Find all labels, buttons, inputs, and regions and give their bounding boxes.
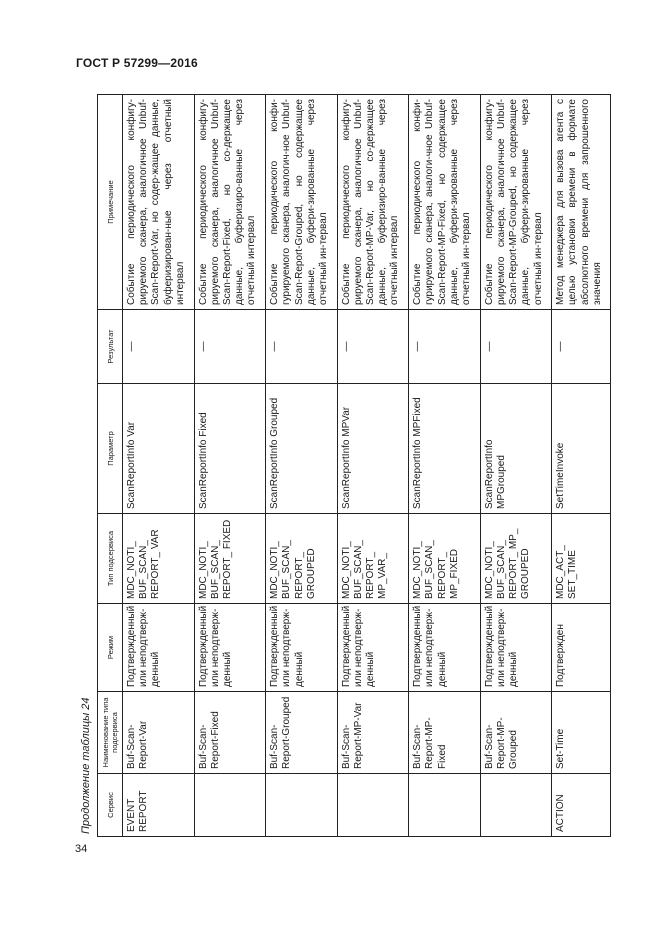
cell-note: Событие периодического конфигу-рируемого сканера, аналогичное Unbuf-Scan-Report-MP-Var, но со-держащее данные, буферизиро-ванные через отчетный интервал [337, 95, 409, 310]
cell-mode: Подтвержден [552, 604, 611, 692]
cell-mode: Подтвержденный или неподтверж-денный [194, 604, 266, 692]
col-header-name: Наименование типа подсервиса [98, 692, 123, 774]
cell-mode: Подтвержденный или неподтверж-денный [480, 604, 552, 692]
standard-designation: ГОСТ Р 57299—2016 [76, 56, 198, 70]
cell-service [337, 774, 409, 837]
cell-type: MDC_NOTI_ BUF_SCAN_ REPORT_ MP_FIXED [409, 514, 481, 604]
table-row [123, 95, 195, 837]
cell-service: ACTION [552, 774, 611, 837]
cell-service [194, 774, 266, 837]
cell-type: MDC_NOTI_ BUF_SCAN_ REPORT_ GROUPED [266, 514, 338, 604]
cell-param: ScanReportInfo Grouped [266, 384, 338, 514]
cell-note: Событие периодического конфигу-рируемого сканера, аналогичное Unbuf-Scan-Report-MP-Grouped, но содержащее данные, буфери-зированные через отчетный ин-тервал [480, 95, 552, 310]
cell-result: — [480, 310, 552, 384]
cell-note: Событие периодического конфи-гурируемого сканера, аналоги-чное Unbuf-Scan-Report-MP-Fixed, но содержащее данные, буфери-зированные через отчетный ин-тервал [409, 95, 481, 310]
col-header-param: Параметр [98, 384, 123, 514]
cell-type: MDC_ACT_ SET_TIME [552, 514, 611, 604]
table-row [409, 95, 481, 837]
cell-result: — [337, 310, 409, 384]
cell-name: Buf-Scan-Report-Grouped [266, 692, 338, 774]
col-header-note: Примечание [98, 95, 123, 310]
cell-mode: Подтвержденный или неподтверж-денный [123, 604, 195, 692]
cell-result: — [266, 310, 338, 384]
rotated-table-container [97, 95, 611, 837]
col-header-result: Результат [98, 310, 123, 384]
table-row [480, 95, 552, 837]
cell-type: MDC_NOTI_ BUF_SCAN_ REPORT_ FIXED [194, 514, 266, 604]
col-header-type: Тип подсервиса [98, 514, 123, 604]
cell-name: Set-Time [552, 692, 611, 774]
table-row [266, 95, 338, 837]
col-header-service: Сервис [98, 774, 123, 837]
cell-mode: Подтвержденный или неподтверж-денный [409, 604, 481, 692]
table-row [552, 95, 611, 837]
cell-mode: Подтвержденный или неподтверж-денный [337, 604, 409, 692]
cell-name: Buf-Scan-Report-Var [123, 692, 195, 774]
cell-type: MDC_NOTI_ BUF_SCAN_ REPORT_ MP_ GROUPED [480, 514, 552, 604]
subservice-table [97, 94, 611, 837]
cell-service [409, 774, 481, 837]
cell-note: Метод менеджера для вызова агента с целью установки времени в формате абсолютного времени для запрошенного значения [552, 95, 611, 310]
cell-type: MDC_NOTI_ BUF_SCAN_ REPORT_ VAR [123, 514, 195, 604]
cell-name: Buf-Scan-Report-MP-Var [337, 692, 409, 774]
cell-param: ScanReportInfo MPVar [337, 384, 409, 514]
cell-name: Buf-Scan-Report-MP-Fixed [409, 692, 481, 774]
table-caption: Продолжение таблицы 24 [80, 697, 92, 834]
page-number: 34 [75, 843, 88, 855]
cell-param: SetTimeInvoke [552, 384, 611, 514]
cell-param: ScanReportInfo MPGrouped [480, 384, 552, 514]
table-row [337, 95, 409, 837]
cell-service [480, 774, 552, 837]
cell-note: Событие периодического конфигу-рируемого сканера, аналогичное Unbuf-Scan-Report-Var, но содер-жащее данные, буферизирован-ные через отчетный интервал [123, 95, 195, 310]
cell-service: EVENT REPORT [123, 774, 195, 837]
col-header-mode: Режим [98, 604, 123, 692]
cell-param: ScanReportInfo Var [123, 384, 195, 514]
cell-result: — [194, 310, 266, 384]
cell-name: Buf-Scan-Report-MP-Grouped [480, 692, 552, 774]
cell-param: ScanReportInfo MPFixed [409, 384, 481, 514]
table-header-row [98, 95, 123, 837]
cell-result: — [123, 310, 195, 384]
table-row [194, 95, 266, 837]
cell-param: ScanReportInfo Fixed [194, 384, 266, 514]
cell-type: MDC_NOTI_ BUF_SCAN_ REPORT_ MP_VAR_ [337, 514, 409, 604]
cell-result: — [552, 310, 611, 384]
cell-note: Событие периодического конфигу-рируемого сканера, аналогичное Unbuf-Scan-Report-Fixed, но со-держащее данные, буферизиро-ванные через отчетный интервал [194, 95, 266, 310]
cell-service [266, 774, 338, 837]
cell-name: Buf-Scan-Report-Fixed [194, 692, 266, 774]
cell-result: — [409, 310, 481, 384]
cell-note: Событие периодического конфи-гурируемого сканера, аналогич-ное Unbuf-Scan-Report-Grouped, но содержащее данные, буфери-зированные через отчетный ин-тервал [266, 95, 338, 310]
cell-mode: Подтвержденный или неподтверж-денный [266, 604, 338, 692]
